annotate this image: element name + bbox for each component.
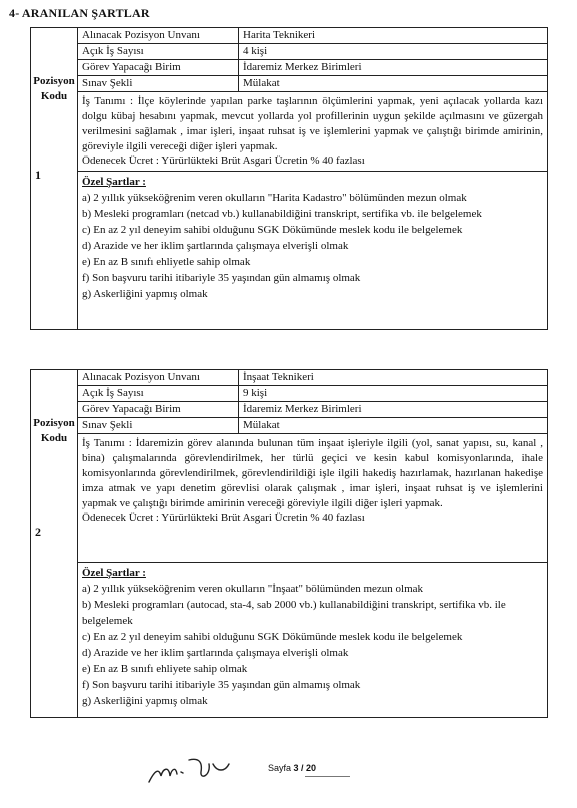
position-table-1 [30,27,548,330]
field-label-unit: Görev Yapacağı Birim [78,402,239,418]
field-label-unit: Görev Yapacağı Birim [78,60,239,76]
field-label-exam: Sınav Şekli [78,76,239,92]
condition-item: d) Arazide ve her iklim şartlarında çalışmaya elverişli olmak [82,240,349,252]
condition-item: c) En az 2 yıl deneyim sahibi olduğunu SGK Dökümünde meslek kodu ile belgelemek [82,224,463,236]
field-value-unit: İdaremiz Merkez Birimleri [239,60,548,76]
wage-text: Ödenecek Ücret : Yürürlükteki Brüt Asgari Ücretin % 40 fazlası [82,512,365,524]
condition-item: f) Son başvuru tarihi itibariyle 35 yaşından gün almamış olmak [82,272,361,284]
field-label-openings: Açık İş Sayısı [78,44,239,60]
position-code-label: Pozisyon Kodu [33,417,75,444]
position-code-number: 2 [35,525,41,539]
position-code-cell [31,28,78,330]
condition-item: g) Askerliğini yapmış olmak [82,288,208,300]
position-code-cell [31,370,78,718]
field-label-title: Alınacak Pozisyon Unvanı [78,370,239,386]
condition-item: a) 2 yıllık yükseköğrenim veren okulların "Harita Kadastro" bölümünden mezun olmak [82,192,467,204]
field-value-openings: 9 kişi [239,386,548,402]
job-description-cell [78,434,548,563]
condition-item: b) Mesleki programları (netcad vb.) kullanabildiğini transkript, sertifika vb. ile belgelemek [82,208,482,220]
field-value-title: İnşaat Teknikeri [239,370,548,386]
special-conditions-title: Özel Şartlar : [82,176,146,188]
condition-item: g) Askerliğini yapmış olmak [82,695,208,707]
field-value-exam: Mülakat [239,418,548,434]
handwritten-signature [145,750,255,790]
condition-item: c) En az 2 yıl deneyim sahibi olduğunu SGK Dökümünde meslek kodu ile belgelemek [82,631,463,643]
wage-text: Ödenecek Ücret : Yürürlükteki Brüt Asgari Ücretin % 40 fazlası [82,155,365,167]
page-number: Sayfa 3 / 20 [268,763,317,773]
field-value-openings: 4 kişi [239,44,548,60]
condition-item: e) En az B sınıfı ehliyetle sahip olmak [82,256,251,268]
condition-item: a) 2 yıllık yükseköğrenim veren okulların "İnşaat" bölümünden mezun olmak [82,583,424,595]
position-code-number: 1 [35,168,41,182]
page-underline [305,776,350,777]
job-description: İş Tanımı : İlçe köylerinde yapılan parke taşlarının ölçümlerini yapmak, yeni açılacak yollarda kazı dolgu kübaj hesabını yapmak, mevcut yollarda yol profillerinin uygun şekilde açılmasını ve güzergah verilmesini sağlamak , imar işleri, inşaat ruhsat iş ve işlemlerini yapmak ve çalıştığı birimde amirinin, göreviyle ilgili vereceği diğer işleri yapmak. [82,95,543,152]
position-table-2 [30,369,548,718]
section-title: 4- ARANILAN ŞARTLAR [9,6,150,20]
field-value-unit: İdaremiz Merkez Birimleri [239,402,548,418]
condition-item: b) Mesleki programları (autocad, sta-4, sab 2000 vb.) kullanabildiğini transkript, sertifika vb. ile belgelemek [82,599,506,627]
field-label-exam: Sınav Şekli [78,418,239,434]
job-description: İş Tanımı : İdaremizin görev alanında bulunan tüm inşaat işleriyle ilgili (yol, sanat yapısı, su, kanal , bina) çalışmalarında görevlendirilmek, her türlü geçici ve kesin kabul komisyonlarında, ihale komisyonlarında görevlendirilmek, görevlendirildiği işle ilgili hakediş hazırlamak, hazırlanan hakedişe imza atmak ve yapı denetim görevlisi olarak çalışmak , imar işleri, inşaat ruhsat iş ve işlemlerini yapmak ve çalıştığı birimde amirinin vereceği göreviyle ilgili diğer işleri yapmak. [82,437,543,509]
special-conditions-title: Özel Şartlar : [82,567,146,579]
field-value-exam: Mülakat [239,76,548,92]
condition-item: f) Son başvuru tarihi itibariyle 35 yaşından gün almamış olmak [82,679,361,691]
job-description-cell [78,92,548,172]
special-conditions-cell [78,172,548,330]
field-value-title: Harita Teknikeri [239,28,548,44]
condition-item: e) En az B sınıfı ehliyete sahip olmak [82,663,248,675]
condition-item: d) Arazide ve her iklim şartlarında çalışmaya elverişli olmak [82,647,349,659]
field-label-openings: Açık İş Sayısı [78,386,239,402]
position-code-label: Pozisyon Kodu [33,75,75,102]
field-label-title: Alınacak Pozisyon Unvanı [78,28,239,44]
special-conditions-cell [78,563,548,718]
